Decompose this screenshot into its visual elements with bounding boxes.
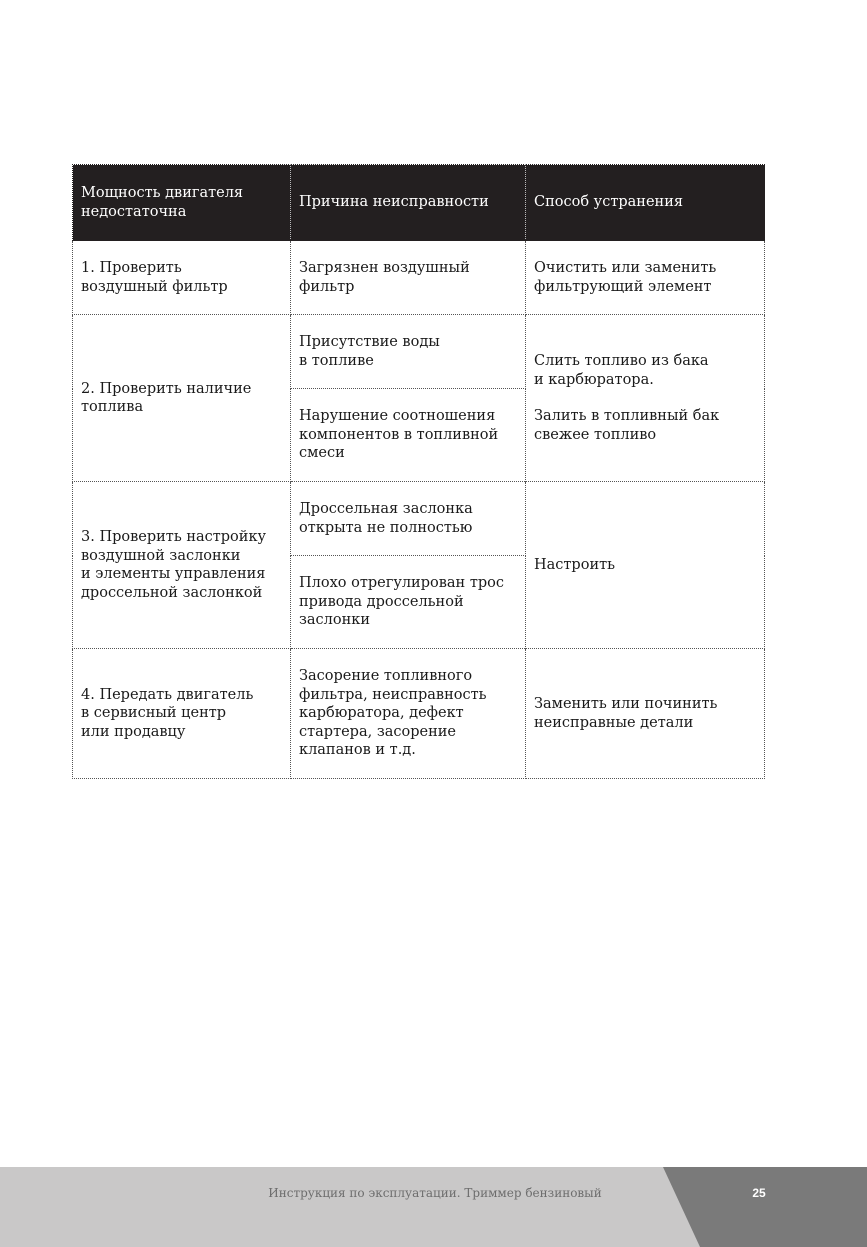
remedy-paragraph: Залить в топливный бак свежее топливо — [534, 408, 720, 443]
table-row — [73, 649, 765, 779]
cause-cell: Загрязнен воздушный фильтр — [291, 241, 526, 315]
remedy-cell — [526, 315, 765, 482]
page-number: 25 — [752, 1186, 766, 1200]
page-footer — [0, 1167, 867, 1247]
action-cell: 1. Проверить воздушный фильтр — [73, 241, 291, 315]
cause-cell: Дроссельная заслонка открыта не полностью — [291, 482, 526, 556]
cause-cell: Присутствие воды в топливе — [291, 315, 526, 389]
table-row — [73, 482, 765, 556]
remedy-cell: Настроить — [526, 482, 765, 649]
troubleshooting-table-wrapper — [72, 164, 764, 779]
troubleshooting-table — [72, 164, 765, 779]
header-cause: Причина неисправности — [291, 165, 526, 241]
header-remedy: Способ устранения — [526, 165, 765, 241]
cause-cell: Плохо отрегулирован трос привода дроссельной заслонки — [291, 556, 526, 649]
remedy-cell: Заменить или починить неисправные детали — [526, 649, 765, 779]
cause-cell: Засорение топливного фильтра, неисправность карбюратора, дефект стартера, засорение клапанов и т.д. — [291, 649, 526, 779]
action-cell: 2. Проверить наличие топлива — [73, 315, 291, 482]
footer-document-title: Инструкция по эксплуатации. Триммер бензиновый — [268, 1186, 602, 1200]
remedy-cell: Очистить или заменить фильтрующий элемент — [526, 241, 765, 315]
table-row — [73, 315, 765, 389]
cause-cell: Нарушение соотношения компонентов в топливной смеси — [291, 389, 526, 482]
footer-page-tab — [663, 1167, 867, 1247]
header-problem: Мощность двигателя недостаточна — [73, 165, 291, 241]
action-cell: 3. Проверить настройку воздушной заслонки и элементы управления дроссельной заслонкой — [73, 482, 291, 649]
remedy-paragraph: Слить топливо из бака и карбюратора. — [534, 353, 709, 388]
table-header-row — [73, 165, 765, 241]
table-row — [73, 241, 765, 315]
action-cell: 4. Передать двигатель в сервисный центр или продавцу — [73, 649, 291, 779]
